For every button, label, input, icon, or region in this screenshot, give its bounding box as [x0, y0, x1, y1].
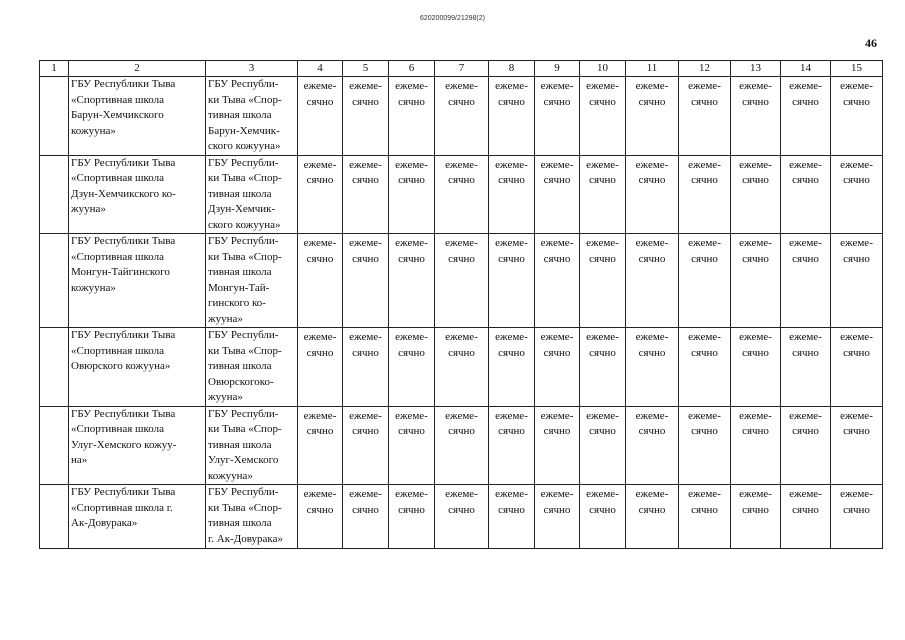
table-row — [40, 485, 883, 549]
row-number-cell — [40, 485, 69, 549]
frequency-cell-col-5: ежеме- сячно — [343, 234, 389, 328]
frequency-cell-col-14: ежеме- сячно — [781, 155, 831, 234]
organization-short-name-cell: ГБУ Республи- ки Тыва «Спор- тивная школа Улуг-Хемского кожууна» — [206, 406, 298, 485]
column-header-3: 3 — [206, 61, 298, 77]
frequency-cell-col-5: ежеме- сячно — [343, 77, 389, 156]
row-number-cell — [40, 328, 69, 407]
frequency-cell-col-15: ежеме- сячно — [831, 234, 883, 328]
frequency-cell-col-4: ежеме- сячно — [298, 77, 343, 156]
organization-name-cell: ГБУ Республики Тыва «Спортивная школа г. Ак-Довурака» — [69, 485, 206, 549]
column-header-13: 13 — [731, 61, 781, 77]
column-header-5: 5 — [343, 61, 389, 77]
column-header-1: 1 — [40, 61, 69, 77]
frequency-cell-col-8: ежеме- сячно — [489, 155, 535, 234]
column-header-6: 6 — [389, 61, 435, 77]
frequency-cell-col-7: ежеме- сячно — [435, 328, 489, 407]
frequency-cell-col-8: ежеме- сячно — [489, 485, 535, 549]
frequency-cell-col-4: ежеме- сячно — [298, 155, 343, 234]
frequency-cell-col-10: ежеме- сячно — [580, 155, 626, 234]
frequency-cell-col-14: ежеме- сячно — [781, 234, 831, 328]
frequency-cell-col-6: ежеме- сячно — [389, 406, 435, 485]
frequency-cell-col-6: ежеме- сячно — [389, 234, 435, 328]
frequency-cell-col-11: ежеме- сячно — [626, 155, 679, 234]
frequency-cell-col-9: ежеме- сячно — [535, 155, 580, 234]
frequency-cell-col-10: ежеме- сячно — [580, 234, 626, 328]
frequency-cell-col-13: ежеме- сячно — [731, 234, 781, 328]
document-code: 620200099/21298(2) — [419, 15, 485, 22]
frequency-cell-col-13: ежеме- сячно — [731, 328, 781, 407]
frequency-cell-col-6: ежеме- сячно — [389, 77, 435, 156]
column-header-14: 14 — [781, 61, 831, 77]
frequency-cell-col-4: ежеме- сячно — [298, 485, 343, 549]
frequency-cell-col-15: ежеме- сячно — [831, 155, 883, 234]
frequency-cell-col-5: ежеме- сячно — [343, 485, 389, 549]
frequency-cell-col-10: ежеме- сячно — [580, 328, 626, 407]
frequency-cell-col-11: ежеме- сячно — [626, 328, 679, 407]
frequency-cell-col-15: ежеме- сячно — [831, 328, 883, 407]
frequency-cell-col-5: ежеме- сячно — [343, 406, 389, 485]
frequency-cell-col-12: ежеме- сячно — [679, 406, 731, 485]
frequency-cell-col-6: ежеме- сячно — [389, 155, 435, 234]
frequency-cell-col-12: ежеме- сячно — [679, 234, 731, 328]
frequency-cell-col-11: ежеме- сячно — [626, 485, 679, 549]
frequency-cell-col-6: ежеме- сячно — [389, 485, 435, 549]
organization-short-name-cell: ГБУ Республи- ки Тыва «Спор- тивная школа Овюрскогоко- жууна» — [206, 328, 298, 407]
frequency-cell-col-4: ежеме- сячно — [298, 234, 343, 328]
frequency-cell-col-7: ежеме- сячно — [435, 155, 489, 234]
frequency-cell-col-13: ежеме- сячно — [731, 485, 781, 549]
frequency-cell-col-13: ежеме- сячно — [731, 77, 781, 156]
column-header-4: 4 — [298, 61, 343, 77]
row-number-cell — [40, 406, 69, 485]
frequency-cell-col-15: ежеме- сячно — [831, 406, 883, 485]
table-row — [40, 328, 883, 407]
table-row — [40, 155, 883, 234]
column-header-2: 2 — [69, 61, 206, 77]
frequency-cell-col-8: ежеме- сячно — [489, 234, 535, 328]
frequency-cell-col-15: ежеме- сячно — [831, 77, 883, 156]
frequency-cell-col-5: ежеме- сячно — [343, 155, 389, 234]
organization-name-cell: ГБУ Республики Тыва «Спортивная школа Дзун-Хемчикского ко- жууна» — [69, 155, 206, 234]
organization-short-name-cell: ГБУ Республи- ки Тыва «Спор- тивная школа г. Ак-Довурака» — [206, 485, 298, 549]
frequency-cell-col-14: ежеме- сячно — [781, 485, 831, 549]
frequency-cell-col-4: ежеме- сячно — [298, 328, 343, 407]
frequency-cell-col-9: ежеме- сячно — [535, 328, 580, 407]
table-row — [40, 234, 883, 328]
column-header-9: 9 — [535, 61, 580, 77]
frequency-cell-col-11: ежеме- сячно — [626, 406, 679, 485]
column-header-8: 8 — [489, 61, 535, 77]
table-row — [40, 77, 883, 156]
frequency-cell-col-15: ежеме- сячно — [831, 485, 883, 549]
organization-name-cell: ГБУ Республики Тыва «Спортивная школа Улуг-Хемского кожуу- на» — [69, 406, 206, 485]
column-header-12: 12 — [679, 61, 731, 77]
organization-short-name-cell: ГБУ Республи- ки Тыва «Спор- тивная школа Дзун-Хемчик- ского кожууна» — [206, 155, 298, 234]
frequency-cell-col-11: ежеме- сячно — [626, 77, 679, 156]
table-header-row — [40, 61, 883, 77]
frequency-cell-col-8: ежеме- сячно — [489, 77, 535, 156]
row-number-cell — [40, 77, 69, 156]
organization-name-cell: ГБУ Республики Тыва «Спортивная школа Барун-Хемчикского кожууна» — [69, 77, 206, 156]
schedule-table — [39, 60, 883, 549]
frequency-cell-col-9: ежеме- сячно — [535, 406, 580, 485]
frequency-cell-col-7: ежеме- сячно — [435, 406, 489, 485]
page-number: 46 — [865, 36, 877, 50]
frequency-cell-col-5: ежеме- сячно — [343, 328, 389, 407]
row-number-cell — [40, 155, 69, 234]
column-header-11: 11 — [626, 61, 679, 77]
frequency-cell-col-10: ежеме- сячно — [580, 406, 626, 485]
row-number-cell — [40, 234, 69, 328]
frequency-cell-col-12: ежеме- сячно — [679, 77, 731, 156]
frequency-cell-col-7: ежеме- сячно — [435, 77, 489, 156]
organization-short-name-cell: ГБУ Республи- ки Тыва «Спор- тивная школа Барун-Хемчик- ского кожууна» — [206, 77, 298, 156]
frequency-cell-col-13: ежеме- сячно — [731, 406, 781, 485]
frequency-cell-col-7: ежеме- сячно — [435, 234, 489, 328]
frequency-cell-col-10: ежеме- сячно — [580, 485, 626, 549]
frequency-cell-col-14: ежеме- сячно — [781, 328, 831, 407]
frequency-cell-col-13: ежеме- сячно — [731, 155, 781, 234]
frequency-cell-col-14: ежеме- сячно — [781, 406, 831, 485]
frequency-cell-col-12: ежеме- сячно — [679, 485, 731, 549]
table-row — [40, 406, 883, 485]
frequency-cell-col-12: ежеме- сячно — [679, 155, 731, 234]
column-header-7: 7 — [435, 61, 489, 77]
organization-short-name-cell: ГБУ Республи- ки Тыва «Спор- тивная школа Монгун-Тай- гинского ко- жууна» — [206, 234, 298, 328]
column-header-10: 10 — [580, 61, 626, 77]
frequency-cell-col-7: ежеме- сячно — [435, 485, 489, 549]
frequency-cell-col-12: ежеме- сячно — [679, 328, 731, 407]
frequency-cell-col-9: ежеме- сячно — [535, 485, 580, 549]
frequency-cell-col-8: ежеме- сячно — [489, 406, 535, 485]
frequency-cell-col-11: ежеме- сячно — [626, 234, 679, 328]
frequency-cell-col-9: ежеме- сячно — [535, 77, 580, 156]
frequency-cell-col-14: ежеме- сячно — [781, 77, 831, 156]
frequency-cell-col-6: ежеме- сячно — [389, 328, 435, 407]
column-header-15: 15 — [831, 61, 883, 77]
frequency-cell-col-10: ежеме- сячно — [580, 77, 626, 156]
frequency-cell-col-9: ежеме- сячно — [535, 234, 580, 328]
organization-name-cell: ГБУ Республики Тыва «Спортивная школа Монгун-Тайгинского кожууна» — [69, 234, 206, 328]
organization-name-cell: ГБУ Республики Тыва «Спортивная школа Овюрского кожууна» — [69, 328, 206, 407]
frequency-cell-col-8: ежеме- сячно — [489, 328, 535, 407]
frequency-cell-col-4: ежеме- сячно — [298, 406, 343, 485]
